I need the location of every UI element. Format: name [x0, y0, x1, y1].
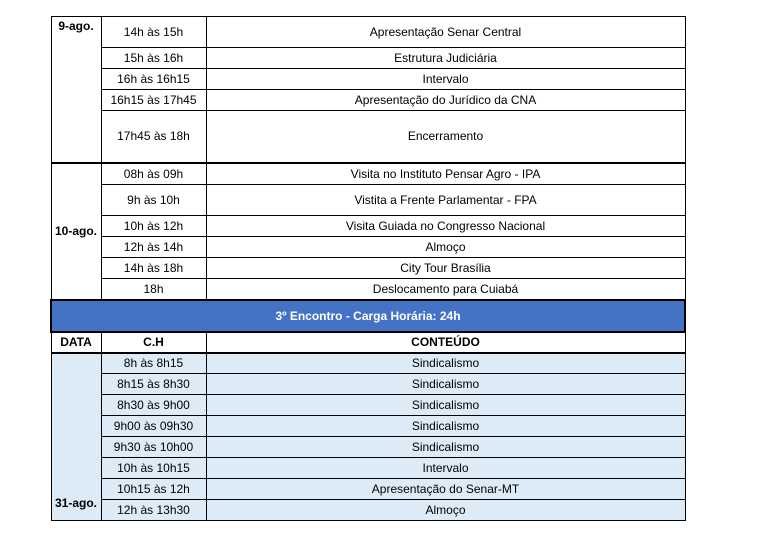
date-cell: 10-ago. [51, 163, 101, 300]
content-cell: Deslocamento para Cuiabá [206, 279, 685, 300]
table-row [51, 237, 685, 258]
content-cell: Apresentação do Senar-MT [206, 479, 685, 500]
content-cell: Almoço [206, 500, 685, 521]
table-row [51, 163, 685, 185]
ch-cell: 9h às 10h [101, 185, 206, 216]
content-cell: Sindicalismo [206, 353, 685, 374]
ch-cell: 8h às 8h15 [101, 353, 206, 374]
ch-cell: 16h15 às 17h45 [101, 90, 206, 111]
ch-cell: 9h30 às 10h00 [101, 437, 206, 458]
content-cell: Sindicalismo [206, 416, 685, 437]
section-title: 3º Encontro - Carga Horária: 24h [51, 300, 685, 332]
ch-cell: 12h às 13h30 [101, 500, 206, 521]
ch-cell: 12h às 14h [101, 237, 206, 258]
header-row [51, 332, 685, 353]
ch-cell: 10h15 às 12h [101, 479, 206, 500]
date-cell: 9-ago. [51, 17, 101, 163]
ch-cell: 8h30 às 9h00 [101, 395, 206, 416]
table-row [51, 69, 685, 90]
content-cell: Sindicalismo [206, 437, 685, 458]
content-cell: Visita no Instituto Pensar Agro - IPA [206, 163, 685, 185]
content-cell: Sindicalismo [206, 395, 685, 416]
header-data: DATA [51, 332, 101, 353]
ch-cell: 14h às 18h [101, 258, 206, 279]
ch-cell: 16h às 16h15 [101, 69, 206, 90]
table-row [51, 395, 685, 416]
content-cell: Intervalo [206, 458, 685, 479]
table-row [51, 90, 685, 111]
content-cell: Almoço [206, 237, 685, 258]
table-row [51, 185, 685, 216]
ch-cell: 08h às 09h [101, 163, 206, 185]
ch-cell: 14h às 15h [101, 17, 206, 48]
table-row [51, 111, 685, 163]
ch-cell: 17h45 às 18h [101, 111, 206, 163]
content-cell: City Tour Brasília [206, 258, 685, 279]
ch-cell: 8h15 às 8h30 [101, 374, 206, 395]
table-row [51, 258, 685, 279]
content-cell: Apresentação Senar Central [206, 17, 685, 48]
table-row [51, 437, 685, 458]
content-cell: Sindicalismo [206, 374, 685, 395]
table-row [51, 48, 685, 69]
content-cell: Vistita a Frente Parlamentar - FPA [206, 185, 685, 216]
ch-cell: 9h00 às 09h30 [101, 416, 206, 437]
table-row [51, 279, 685, 300]
ch-cell: 10h às 10h15 [101, 458, 206, 479]
table-row [51, 374, 685, 395]
table-row [51, 416, 685, 437]
table-row [51, 500, 685, 521]
table-row [51, 458, 685, 479]
content-cell: Encerramento [206, 111, 685, 163]
content-cell: Apresentação do Jurídico da CNA [206, 90, 685, 111]
content-cell: Estrutura Judiciária [206, 48, 685, 69]
content-cell: Intervalo [206, 69, 685, 90]
table-row [51, 216, 685, 237]
content-cell: Visita Guiada no Congresso Nacional [206, 216, 685, 237]
table-row [51, 353, 685, 374]
schedule-table [50, 16, 686, 521]
header-content: CONTEÚDO [206, 332, 685, 353]
ch-cell: 10h às 12h [101, 216, 206, 237]
date-cell: 31-ago. [51, 353, 101, 521]
header-ch: C.H [101, 332, 206, 353]
table-row [51, 17, 685, 48]
table-row [51, 479, 685, 500]
ch-cell: 15h às 16h [101, 48, 206, 69]
section-row [51, 300, 685, 332]
ch-cell: 18h [101, 279, 206, 300]
